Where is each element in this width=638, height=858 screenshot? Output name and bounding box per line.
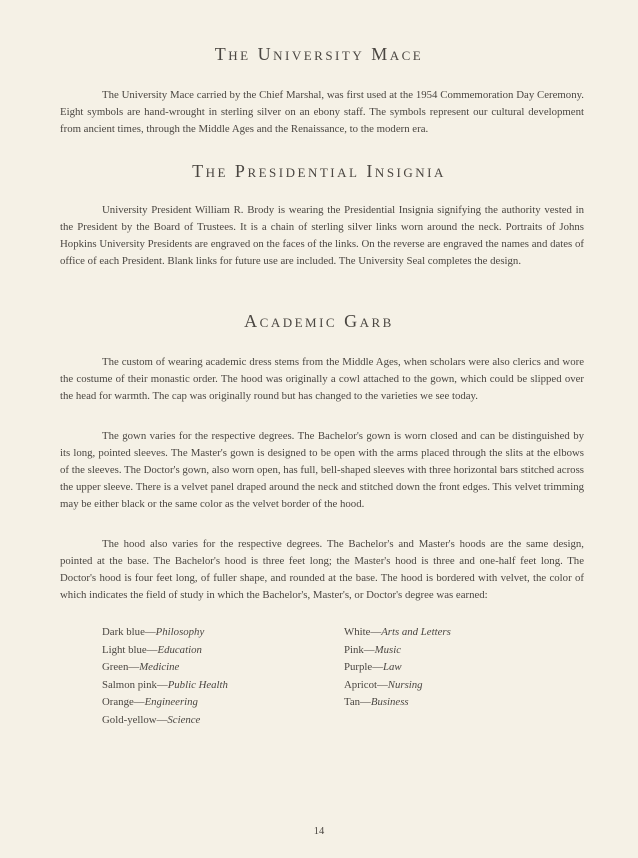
hood-color-item: White—Arts and Letters: [344, 626, 451, 638]
hood-colors-left: [102, 624, 228, 729]
page-number: 14: [313, 826, 325, 837]
hood-color-item: Dark blue—Philosophy: [102, 626, 205, 638]
garb-paragraph-2: The gown varies for the respective degrees. The Bachelor's gown is worn closed and can be distinguished by its long, pointed sleeves. The Master's gown is designed to be open with the arms placed through the slits at the elbows of the sleeves. The Doctor's gown, also worn open, has full, bell-shaped sleeves with three horizontal bars stitched across the upper sleeve. There is a velvet panel draped around the neck and stitched down the front edges. This velvet trimming may be either black or the same color as the velvet border of the hood.: [60, 430, 584, 510]
section-title-mace: The University Mace: [214, 44, 424, 64]
hood-color-item: Orange—Engineering: [102, 696, 198, 708]
garb-paragraph-1: The custom of wearing academic dress stems from the Middle Ages, when scholars were also clerics and wore the costume of their monastic order. The hood was originally a cowl attached to the gown, which could be slipped over the head for warmth. The cap was originally round but has changed to the varieties we see today.: [60, 356, 584, 402]
section-title-garb: Academic Garb: [244, 311, 394, 331]
section-title-insignia: The Presidential Insignia: [192, 161, 446, 181]
hood-color-item: Purple—Law: [344, 661, 402, 673]
hood-color-item: Apricot—Nursing: [344, 678, 423, 691]
mace-paragraph: The University Mace carried by the Chief Marshal, was first used at the 1954 Commemoration Day Ceremony. Eight symbols are hand-wrought in sterling silver on an ebony staff. The symbols represent our cultural development from ancient times, through the Middle Ages and the Renaissance, to the modern era.: [60, 89, 584, 135]
hood-color-item: Pink—Music: [344, 643, 401, 656]
garb-paragraph-3: The hood also varies for the respective degrees. The Bachelor's and Master's hoods are the same design, pointed at the base. The Bachelor's hood is three feet long; the Master's hood is three and one-half feet long. The Doctor's hood is four feet long, of fuller shape, and rounded at the base. The hood is bordered with velvet, the color of which indicates the field of study in which the Bachelor's, Master's, or Doctor's degree was earned:: [60, 538, 584, 601]
insignia-paragraph: University President William R. Brody is wearing the Presidential Insignia signifying the authority vested in the President by the Board of Trustees. It is a chain of sterling silver links worn around the neck. Portraits of Johns Hopkins University Presidents are engraved on the faces of the links. On the reverse are engraved the names and dates of office of each President. Blank links for future use are included. The University Seal completes the design.: [60, 204, 584, 267]
hood-color-item: Gold-yellow—Science: [102, 713, 201, 726]
hood-color-item: Salmon pink—Public Health: [102, 678, 228, 691]
hood-color-item: Green—Medicine: [102, 661, 180, 673]
hood-color-item: Light blue—Education: [102, 643, 202, 656]
hood-colors-right: [344, 624, 451, 712]
hood-color-item: Tan—Business: [344, 696, 409, 708]
